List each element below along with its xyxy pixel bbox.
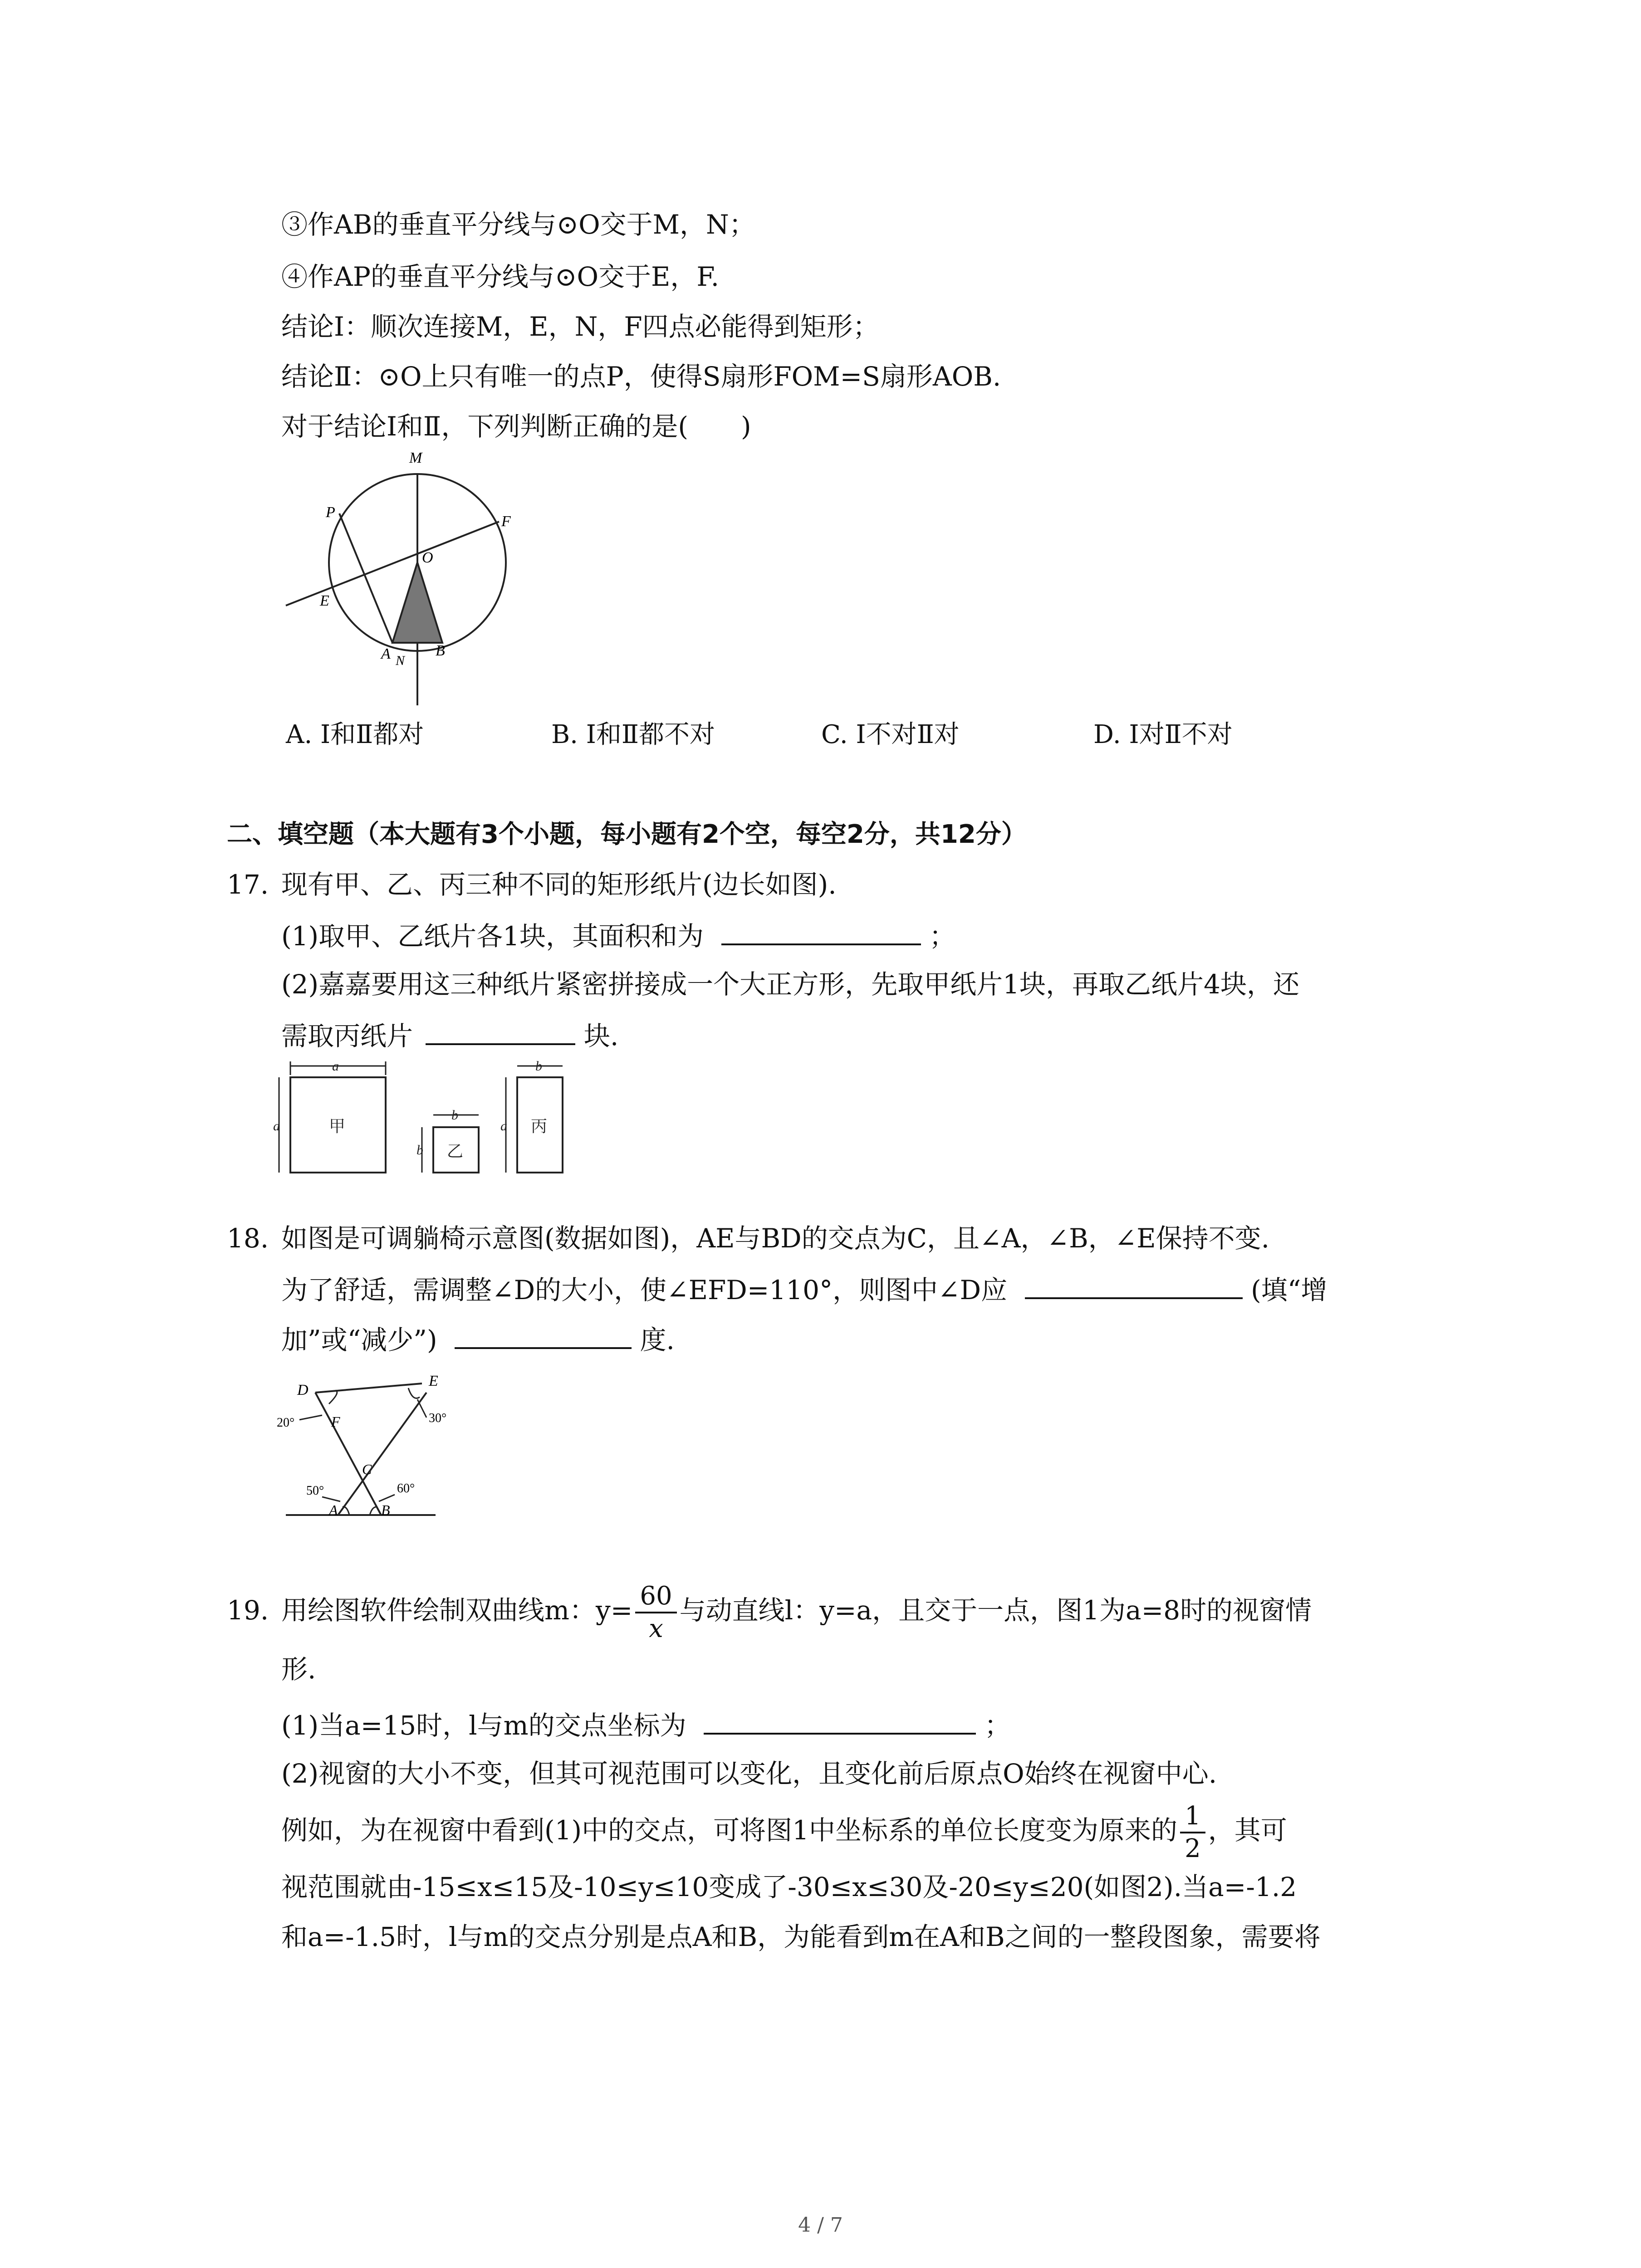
q17-stem: 现有甲、乙、丙三种不同的矩形纸片(边长如图). (281, 869, 837, 900)
jia-label: 甲 (329, 1117, 346, 1135)
q17-part2b-end: 块. (583, 1021, 619, 1051)
q17-part2b (281, 1016, 618, 1054)
q16-choice-c[interactable]: C. Ⅰ不对Ⅱ对 (821, 720, 960, 749)
label-N: N (396, 653, 405, 668)
q18-line2 (281, 1270, 1327, 1308)
label-C: C (362, 1461, 372, 1477)
label-B2: B (381, 1502, 390, 1518)
bing-width-label: b (535, 1059, 542, 1074)
q18-line2-text: 为了舒适，需调整∠D的大小，使∠EFD=110°，则图中∠D应 (281, 1275, 1008, 1305)
q18-chair-figure (272, 1365, 463, 1520)
section-heading: 二、填空题（本大题有3个小题，每小题有2个空，每空2分，共12分） (227, 820, 1027, 849)
q17-part1-end: ； (929, 921, 955, 952)
q19-part1-end: ； (984, 1710, 1011, 1741)
q16-question: 对于结论Ⅰ和Ⅱ，下列判断正确的是( ) (281, 411, 751, 442)
q16-conclusion1: 结论Ⅰ：顺次连接M，E，N，F四点必能得到矩形； (281, 311, 879, 342)
angle-20: 20° (277, 1416, 295, 1430)
label-M: M (409, 450, 422, 466)
label-D: D (297, 1382, 309, 1398)
q17-part1 (281, 916, 955, 954)
label-A2: A (329, 1502, 338, 1518)
q19-part2: (2)视窗的大小不变，但其可视范围可以变化，且变化前后原点O始终在视窗中心. (281, 1758, 1217, 1789)
angle-50: 50° (306, 1484, 324, 1498)
label-O: O (422, 549, 433, 566)
label-A: A (381, 645, 391, 662)
jia-width-label: a (332, 1059, 339, 1074)
q19-line5a: 例如，为在视窗中看到(1)中的交点，可将图1中坐标系的单位长度变为原来的 (281, 1815, 1178, 1846)
q16-choice-a[interactable]: A. Ⅰ和Ⅱ都对 (286, 720, 424, 749)
q19-frac-den: x (649, 1613, 663, 1643)
label-F2: F (331, 1413, 340, 1430)
q19-line1a: 用绘图软件绘制双曲线m：y= (281, 1595, 633, 1626)
q19-part1-text: (1)当a=15时，l与m的交点坐标为 (281, 1710, 686, 1741)
q18-answer-blank-2[interactable] (455, 1320, 632, 1349)
q17-number: 17. (227, 869, 269, 900)
q16-circle-figure (272, 449, 544, 721)
label-E2: E (429, 1373, 438, 1389)
q19-number: 19. (227, 1595, 269, 1626)
q16-choice-d[interactable]: D. Ⅰ对Ⅱ不对 (1093, 720, 1233, 749)
q18-number: 18. (227, 1223, 269, 1254)
yi-width-label: b (451, 1108, 458, 1123)
q17-part1-text: (1)取甲、乙纸片各1块，其面积和为 (281, 921, 704, 952)
label-P: P (326, 504, 335, 521)
q19-line7: 和a=-1.5时，l与m的交点分别是点A和B，为能看到m在A和B之间的一整段图象，需要将 (281, 1921, 1321, 1952)
q19-fraction (635, 1581, 676, 1643)
q16-step4: ④作AP的垂直平分线与⊙O交于E，F. (281, 261, 720, 292)
bing-label: 丙 (531, 1117, 548, 1135)
q19-answer-blank-1[interactable] (704, 1706, 976, 1735)
q18-line1: 如图是可调躺椅示意图(数据如图)，AE与BD的交点为C，且∠A，∠B，∠E保持不变. (281, 1223, 1270, 1254)
q19-line1b: 与动直线l：y=a，且交于一点，图1为a=8时的视窗情 (679, 1595, 1312, 1626)
q19-line5b: ，其可 (1208, 1815, 1287, 1846)
q19-half-num: 1 (1180, 1804, 1205, 1833)
q17-part2: (2)嘉嘉要用这三种纸片紧密拼接成一个大正方形，先取甲纸片1块，再取乙纸片4块，还 (281, 969, 1299, 1000)
q19-line5 (281, 1796, 1287, 1864)
q16-conclusion2: 结论Ⅱ：⊙O上只有唯一的点P，使得S扇形FOM=S扇形AOB. (281, 361, 1001, 392)
bing-height-label: a (500, 1119, 507, 1134)
q17-answer-blank-2[interactable] (426, 1016, 575, 1045)
q17-paper-figure (272, 1057, 590, 1175)
yi-label: 乙 (447, 1142, 464, 1160)
angle-30: 30° (429, 1411, 447, 1425)
q16-choice-b[interactable]: B. Ⅰ和Ⅱ都不对 (551, 720, 715, 749)
angle-60: 60° (397, 1481, 415, 1496)
q19-half-den: 2 (1185, 1833, 1201, 1863)
q19-line6: 视范围就由-15≤x≤15及-10≤y≤10变成了-30≤x≤30及-20≤y≤20(如图2).当a=-1.2 (281, 1872, 1297, 1902)
q19-half-fraction (1180, 1801, 1205, 1863)
q19-part1 (281, 1706, 1011, 1744)
q18-line3-text: 加”或“减少”) (281, 1325, 437, 1355)
label-B: B (436, 642, 445, 659)
q17-part2b-text: 需取丙纸片 (281, 1021, 413, 1051)
q16-step3: ③作AB的垂直平分线与⊙O交于M，N； (281, 209, 755, 240)
yi-height-label: b (416, 1143, 423, 1158)
q19-line1 (281, 1574, 1312, 1647)
label-E: E (320, 592, 329, 609)
q17-answer-blank-1[interactable] (721, 916, 921, 945)
q19-frac-num: 60 (635, 1584, 676, 1613)
q18-line3 (281, 1320, 675, 1358)
label-F: F (501, 513, 511, 530)
q18-line3-end: 度. (640, 1325, 675, 1355)
q18-line2-end: (填“增 (1251, 1275, 1327, 1305)
q19-line1c: 形. (281, 1654, 316, 1685)
jia-height-label: a (273, 1119, 280, 1134)
q18-answer-blank-1[interactable] (1025, 1270, 1243, 1299)
page-number: 4 / 7 (798, 2214, 843, 2237)
